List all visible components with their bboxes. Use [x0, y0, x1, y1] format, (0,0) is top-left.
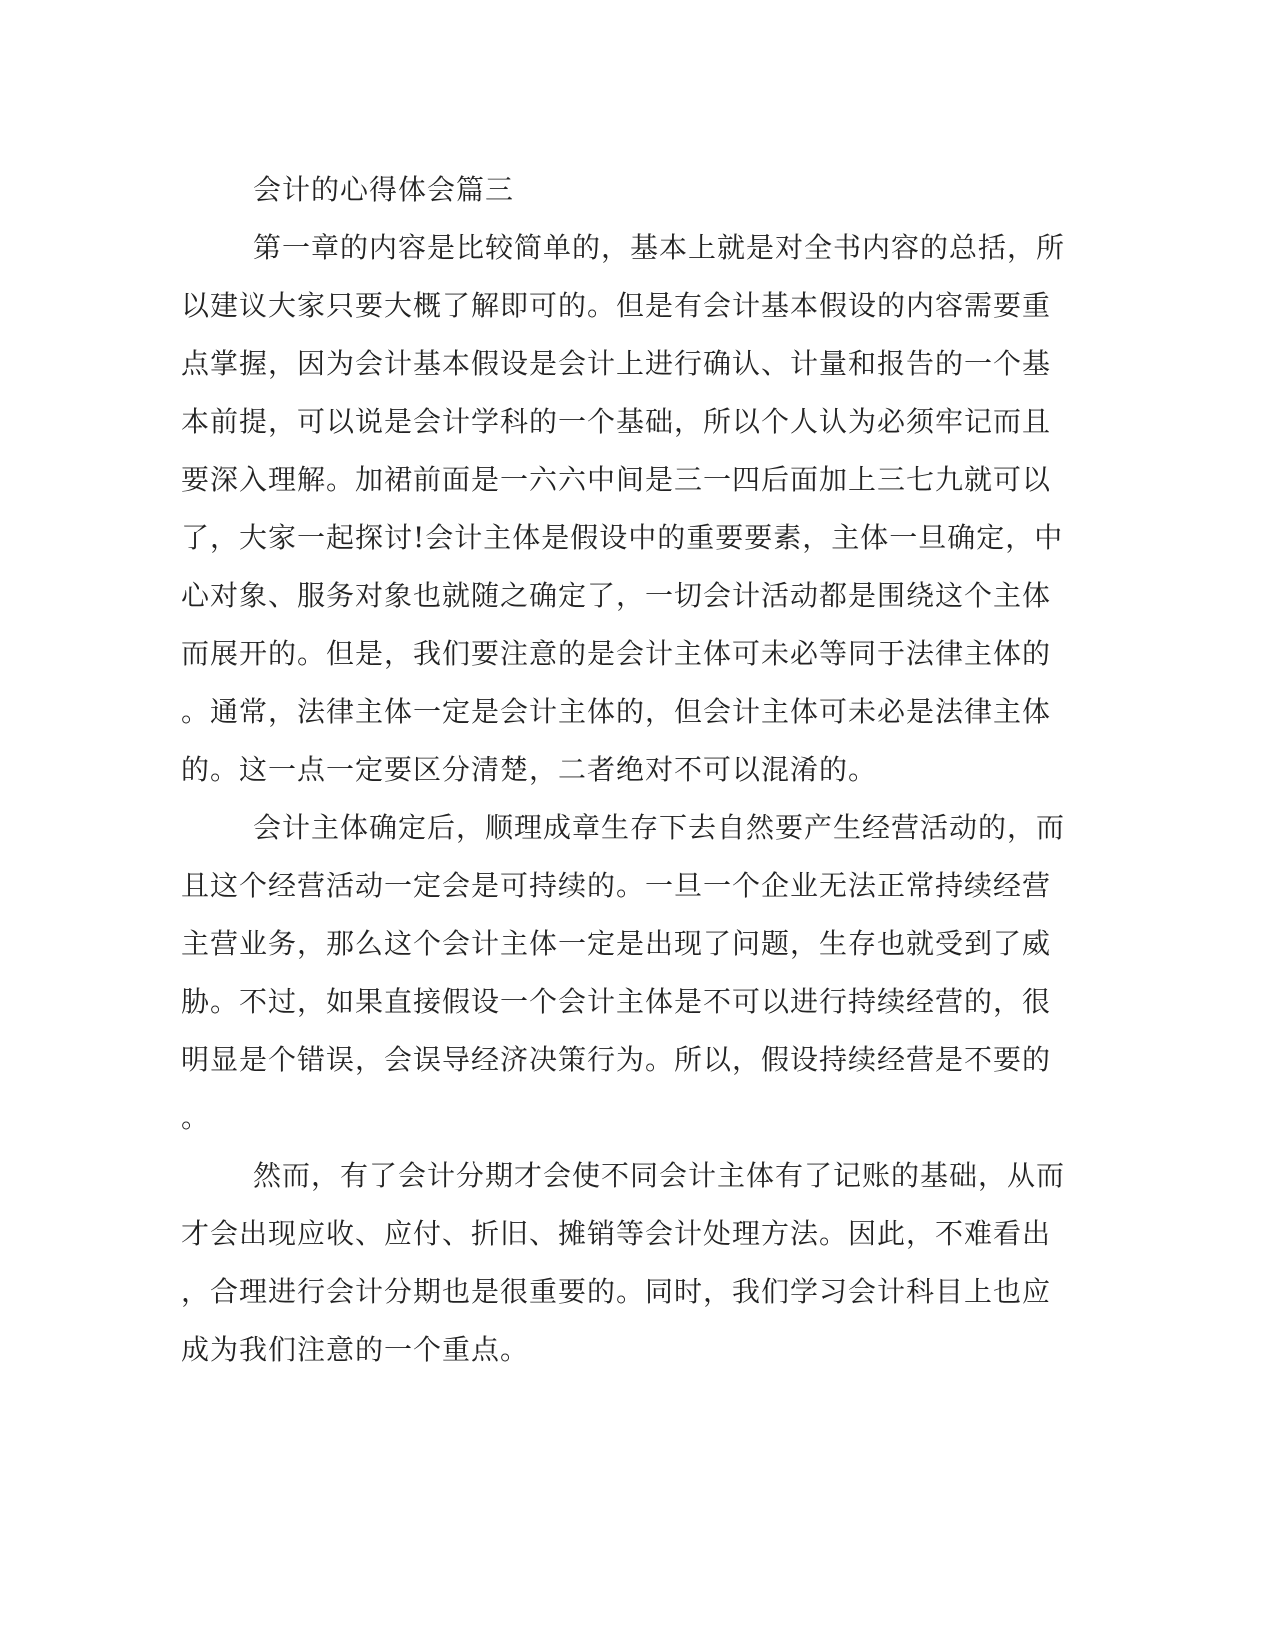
- paragraph-line: 本前提，可以说是会计学科的一个基础，所以个人认为必须牢记而且: [181, 405, 1052, 438]
- paragraph-line: 的。这一点一定要区分清楚，二者绝对不可以混淆的。: [181, 753, 878, 786]
- paragraph-line: 会计主体确定后，顺理成章生存下去自然要产生经营活动的，而: [253, 811, 1066, 844]
- paragraph-line: 胁。不过，如果直接假设一个会计主体是不可以进行持续经营的，很: [181, 985, 1052, 1018]
- paragraph-1: [181, 219, 1066, 799]
- paragraph-line: 以建议大家只要大概了解即可的。但是有会计基本假设的内容需要重: [181, 289, 1052, 322]
- document-body: [181, 161, 1066, 1379]
- paragraph-line: 主营业务，那么这个会计主体一定是出现了问题，生存也就受到了威: [181, 927, 1052, 960]
- paragraph-line: 第一章的内容是比较简单的，基本上就是对全书内容的总括，所: [253, 231, 1066, 264]
- paragraph-2: [181, 799, 1066, 1147]
- paragraph-line: 明显是个错误，会误导经济决策行为。所以，假设持续经营是不要的: [181, 1043, 1052, 1076]
- paragraph-line: 才会出现应收、应付、折旧、摊销等会计处理方法。因此，不难看出: [181, 1217, 1052, 1250]
- paragraph-line: 然而，有了会计分期才会使不同会计主体有了记账的基础，从而: [253, 1159, 1066, 1192]
- paragraph-line: 而展开的。但是，我们要注意的是会计主体可未必等同于法律主体的: [181, 637, 1052, 670]
- paragraph-line: 。: [181, 1101, 211, 1134]
- paragraph-line: ，合理进行会计分期也是很重要的。同时，我们学习会计科目上也应: [181, 1275, 1052, 1308]
- paragraph-line: 了，大家一起探讨!会计主体是假设中的重要要素，主体一旦确定，中: [181, 521, 1064, 554]
- paragraph-3: [181, 1147, 1066, 1379]
- document-title: 会计的心得体会篇三: [253, 173, 515, 206]
- paragraph-line: 点掌握，因为会计基本假设是会计上进行确认、计量和报告的一个基: [181, 347, 1052, 380]
- paragraph-line: 心对象、服务对象也就随之确定了，一切会计活动都是围绕这个主体: [181, 579, 1052, 612]
- paragraph-line: 且这个经营活动一定会是可持续的。一旦一个企业无法正常持续经营: [181, 869, 1052, 902]
- paragraph-line: 。通常，法律主体一定是会计主体的，但会计主体可未必是法律主体: [181, 695, 1052, 728]
- paragraph-line: 成为我们注意的一个重点。: [181, 1333, 530, 1366]
- paragraph-line: 要深入理解。加裙前面是一六六中间是三一四后面加上三七九就可以: [181, 463, 1052, 496]
